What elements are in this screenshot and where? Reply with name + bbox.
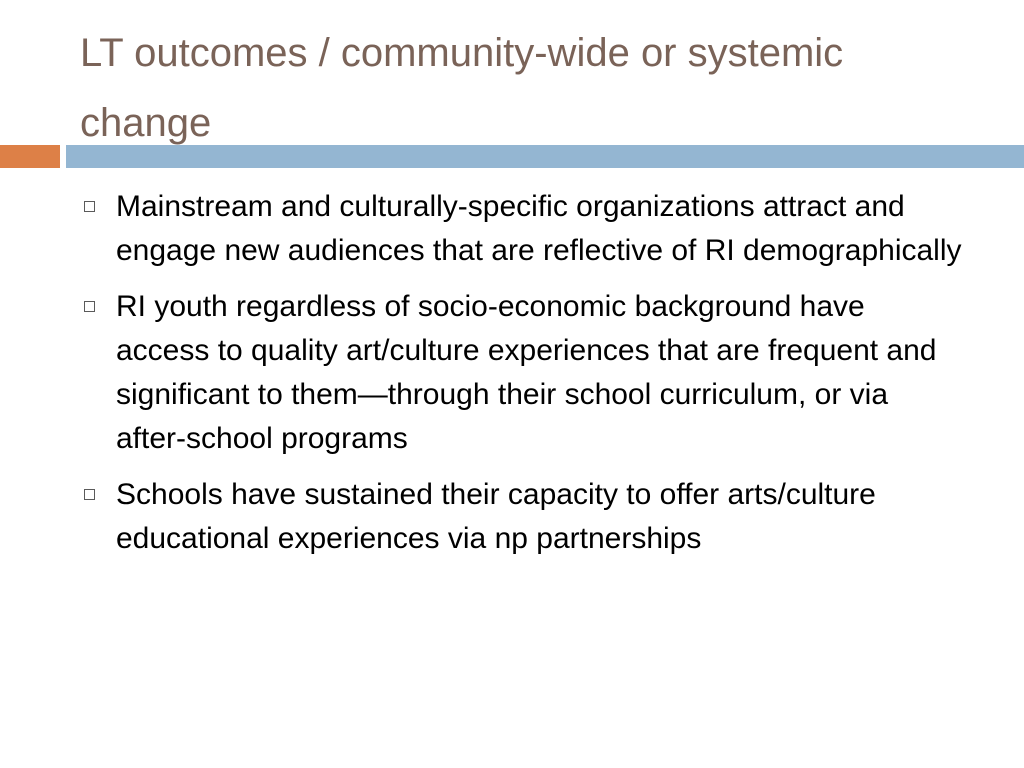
bullet-item (82, 473, 962, 561)
hollow-square-bullet-icon (84, 489, 95, 500)
bullet-list (82, 185, 962, 573)
bullet-item (82, 285, 962, 461)
bullet-text: Mainstream and culturally-specific organizations attract and engage new audiences that are reflective of RI demographically (116, 190, 962, 267)
accent-bar-orange (0, 145, 60, 168)
hollow-square-bullet-icon (84, 201, 95, 212)
hollow-square-bullet-icon (84, 301, 95, 312)
accent-bar-blue (66, 145, 1024, 168)
bullet-text: Schools have sustained their capacity to offer arts/culture educational experiences via np partnerships (116, 478, 876, 555)
bullet-item (82, 185, 962, 273)
bullet-text: RI youth regardless of socio-economic background have access to quality art/culture experiences that are frequent and significant to them—through their school curriculum, or via after-school programs (116, 290, 937, 455)
slide-title: LT outcomes / community-wide or systemic change (80, 31, 844, 145)
